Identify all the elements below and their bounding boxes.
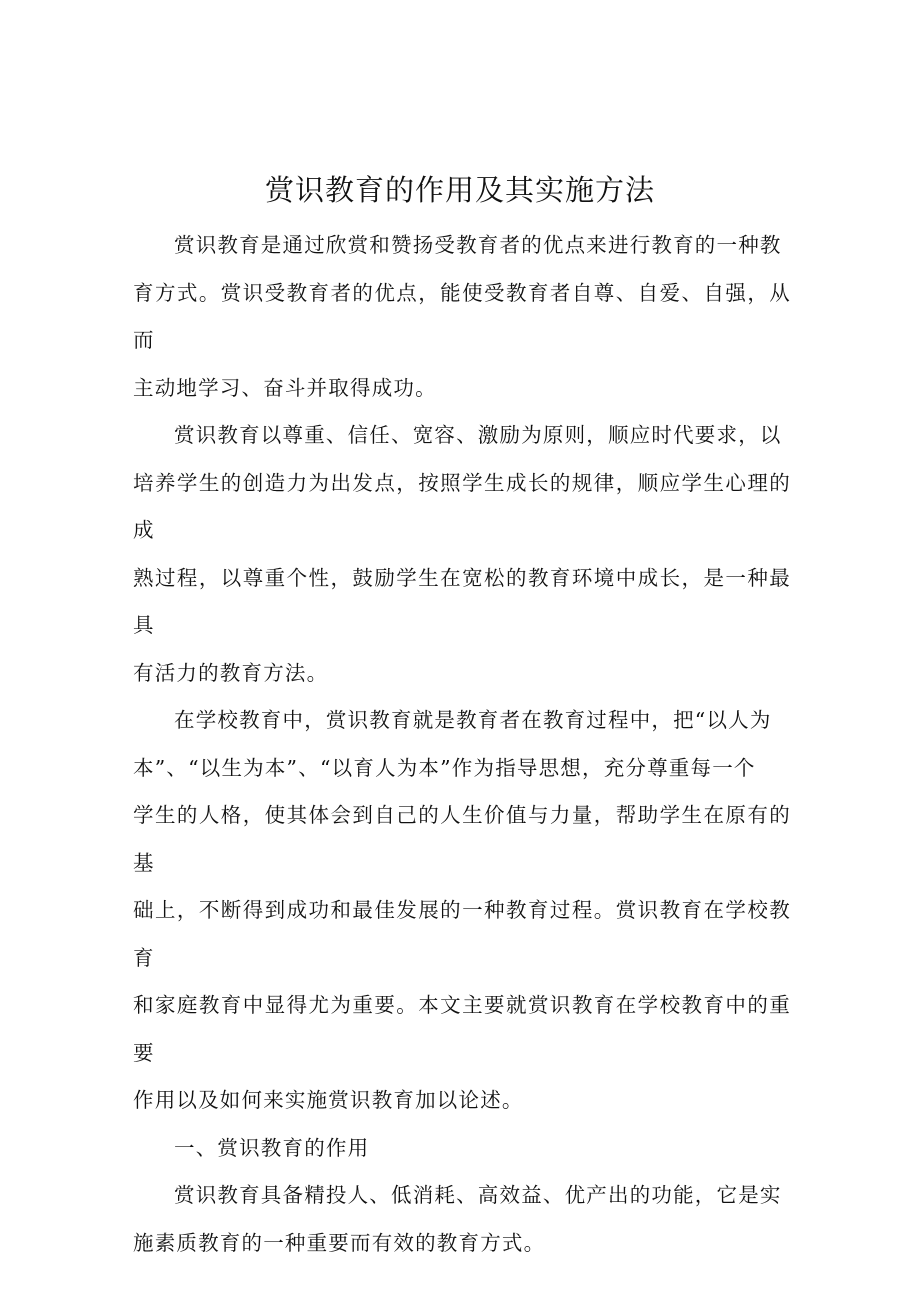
paragraph-school-education: 在学校教育中，赏识教育就是教育者在教育过程中，把“以人为 本”、“以生为本”、“以育人为本”作为指导思想，充分尊重每一个 学生的人格，使其体会到自己的人生价值与力量，帮助学生在原有的基 础上，不断得到成功和最佳发展的一种教育过程。赏识教育在学校教育 和家庭教育中显得尤为重要。本文主要就赏识教育在学校教育中的重要 作用以及如何来实施赏识教育加以论述。 [133, 708, 791, 1112]
paragraph-principles: 赏识教育以尊重、信任、宽容、激励为原则，顺应时代要求，以 培养学生的创造力为出发点，按照学生成长的规律，顺应学生心理的成 熟过程，以尊重个性，鼓励学生在宽松的教育环境中成长，是一种最具 有活力的教育方法。 [133, 423, 791, 685]
section-heading: 一、赏识教育的作用 [174, 1135, 370, 1160]
paragraph-intro: 赏识教育是通过欣赏和赞扬受教育者的优点来进行教育的一种教 育方式。赏识受教育者的优点，能使受教育者自尊、自爱、自强，从而 主动地学习、奋斗并取得成功。 [133, 233, 791, 400]
document-title: 赏识教育的作用及其实施方法 [264, 173, 655, 207]
document-body [133, 222, 791, 1267]
paragraph-function: 赏识教育具备精投人、低消耗、高效益、优产出的功能，它是实 施素质教育的一种重要而有效的教育方式。 [133, 1183, 782, 1255]
